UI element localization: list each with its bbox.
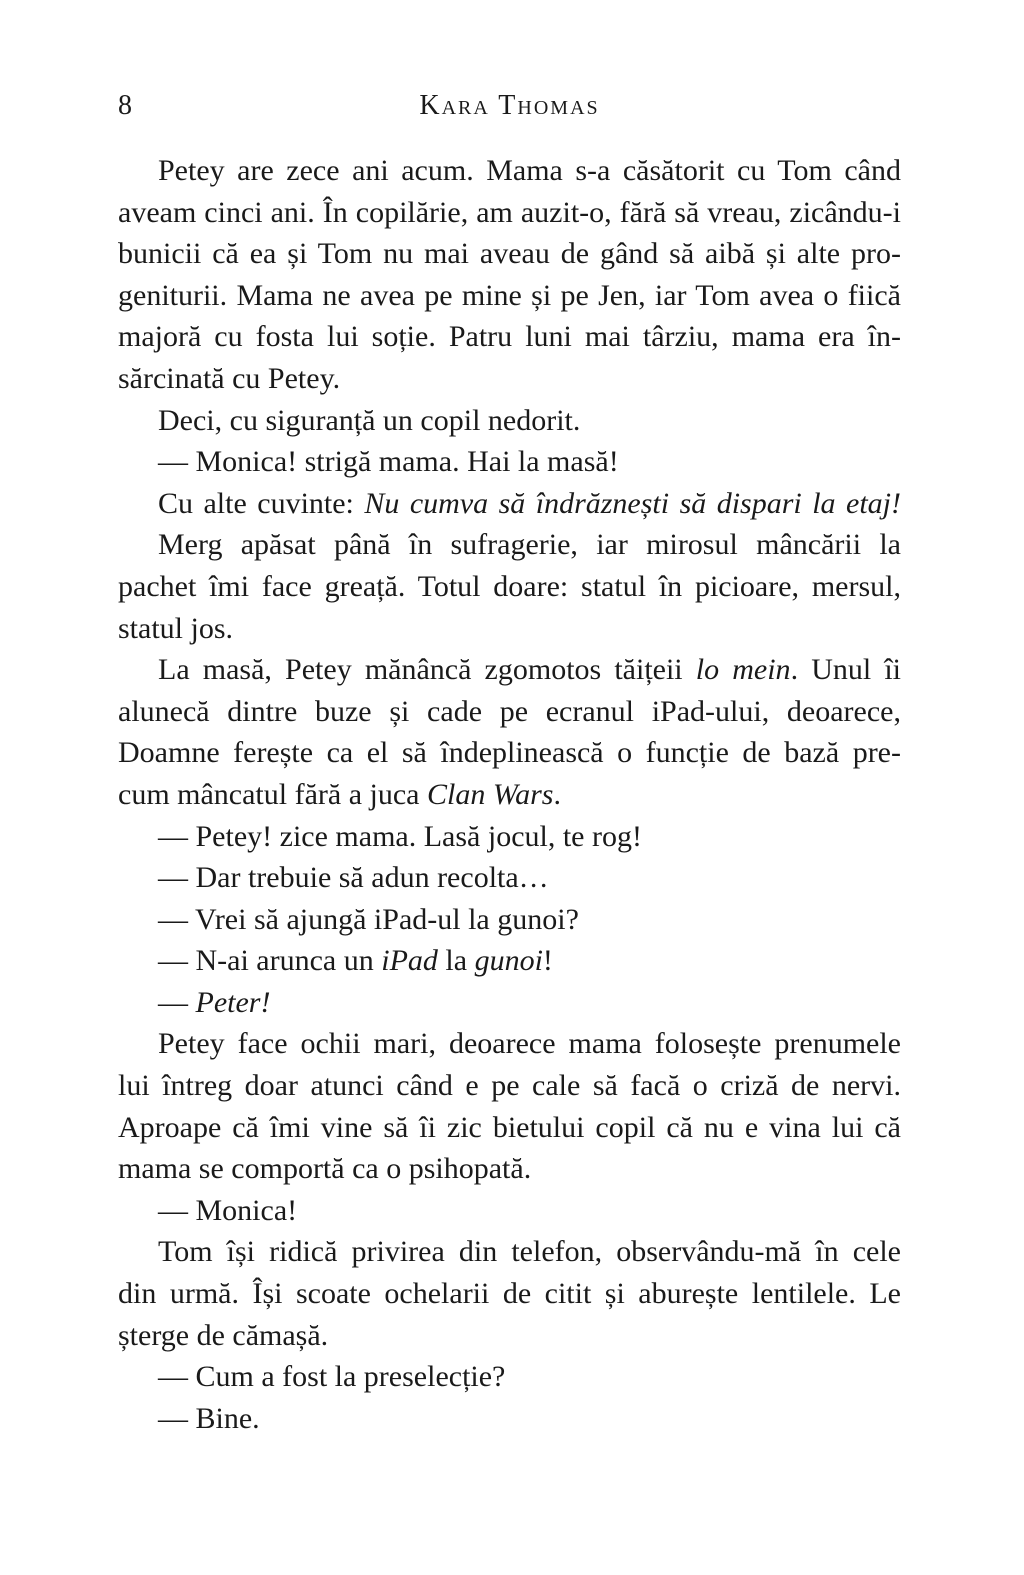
text-run: alunecă dintre buze și cade pe ecranul iPad-ului, deoarece, [118,694,901,728]
text-run: — Petey! zice mama. Lasă jocul, te rog! [158,819,642,853]
text-run: Cu alte cuvinte: [158,486,365,520]
text-run: — N-ai arunca un [158,944,382,978]
text-line [118,1107,901,1149]
text-line [118,233,901,275]
text-run: — [158,985,196,1019]
text-line [118,691,901,733]
paragraph [118,1398,901,1440]
italic-text: Nu cumva să îndrăznești să dispari la etaj! [364,486,901,520]
text-line [118,524,901,566]
text-run: — Dar trebuie să adun recolta… [158,861,549,895]
paragraph [118,1190,901,1232]
text-line [118,1190,901,1232]
text-run: sărcinată cu Petey. [118,361,341,395]
text-line [118,441,901,483]
text-line [118,899,901,941]
text-run: — Bine. [158,1401,260,1435]
paragraph [118,1023,901,1189]
text-line [118,1398,901,1440]
text-run: mama se comportă ca o psihopată. [118,1152,532,1186]
paragraph [118,899,901,941]
paragraph [118,441,901,483]
text-line [118,1315,901,1357]
text-line [118,857,901,899]
paragraph [118,1231,901,1356]
text-line [118,1231,901,1273]
text-run: majoră cu fosta lui soție. Patru luni mai târziu, mama era în- [118,320,901,354]
body-text [118,150,901,1439]
text-run: Doamne ferește ca el să îndeplinească o funcție de bază pre- [118,736,901,770]
text-line [118,358,901,400]
paragraph [118,649,901,815]
page-number: 8 [118,90,132,121]
text-run: La masă, Petey mănâncă zgomotos tăițeii [158,653,696,687]
paragraph [118,524,901,649]
text-line [118,982,901,1024]
text-line [118,1148,901,1190]
text-run: — Cum a fost la preselecție? [158,1360,506,1394]
paragraph [118,150,901,400]
text-line [118,275,901,317]
text-line [118,608,901,650]
text-line [118,1356,901,1398]
paragraph [118,1356,901,1398]
text-run: — Monica! strigă mama. Hai la masă! [158,445,619,479]
text-run: lui întreg doar atunci când e pe cale să facă o criză de nervi. [118,1069,901,1103]
text-line [118,1065,901,1107]
text-run: ! [542,944,553,978]
text-line [118,1273,901,1315]
text-run: . Unul îi [790,653,901,687]
text-run: Merg apăsat până în sufragerie, iar mirosul mâncării la [158,528,901,562]
text-run: — Vrei să ajungă iPad-ul la gunoi? [158,902,579,936]
text-line [118,1023,901,1065]
text-line [118,774,901,816]
text-run: Tom își ridică privirea din telefon, observându-mă în cele [158,1235,901,1269]
text-line [118,316,901,358]
paragraph [118,483,901,525]
paragraph [118,816,901,858]
italic-text: gunoi [474,944,543,978]
italic-text: iPad [381,944,438,978]
text-run: cum mâncatul fără a juca [118,777,427,811]
text-run: Petey face ochii mari, deoarece mama folosește prenumele [158,1027,901,1061]
text-line [118,192,901,234]
text-run: din urmă. Își scoate ochelarii de citit și aburește lentilele. Le [118,1277,901,1311]
text-run: . [553,777,561,811]
text-line [118,150,901,192]
paragraph [118,857,901,899]
text-line [118,400,901,442]
text-run: bunicii că ea și Tom nu mai aveau de gând să aibă și alte pro- [118,237,901,271]
text-run: statul jos. [118,611,234,645]
running-head: Kara Thomas [419,90,600,121]
paragraph [118,940,901,982]
text-line [118,940,901,982]
text-line [118,816,901,858]
text-run: geniturii. Mama ne avea pe mine și pe Jen, iar Tom avea o fiică [118,278,901,312]
paragraph [118,400,901,442]
paragraph [118,982,901,1024]
text-line [118,649,901,691]
text-run: Aproape că îmi vine să îi zic bietului copil că nu e vina lui că [118,1110,901,1144]
italic-text: Clan Wars [427,777,554,811]
text-run: pachet îmi face greață. Totul doare: statul în picioare, mersul, [118,569,901,603]
text-run: Deci, cu siguranță un copil nedorit. [158,403,581,437]
text-run: aveam cinci ani. În copilărie, am auzit-o, fără să vreau, zicându-i [118,195,901,229]
page-header [118,86,901,126]
text-run: șterge de cămașă. [118,1318,329,1352]
text-run: — Monica! [158,1193,298,1227]
text-line [118,483,901,525]
text-run: la [437,944,475,978]
italic-text: Peter! [195,985,271,1019]
italic-text: lo mein [695,653,791,687]
text-run: Petey are zece ani acum. Mama s-a căsătorit cu Tom când [158,154,901,187]
text-line [118,566,901,608]
text-line [118,732,901,774]
